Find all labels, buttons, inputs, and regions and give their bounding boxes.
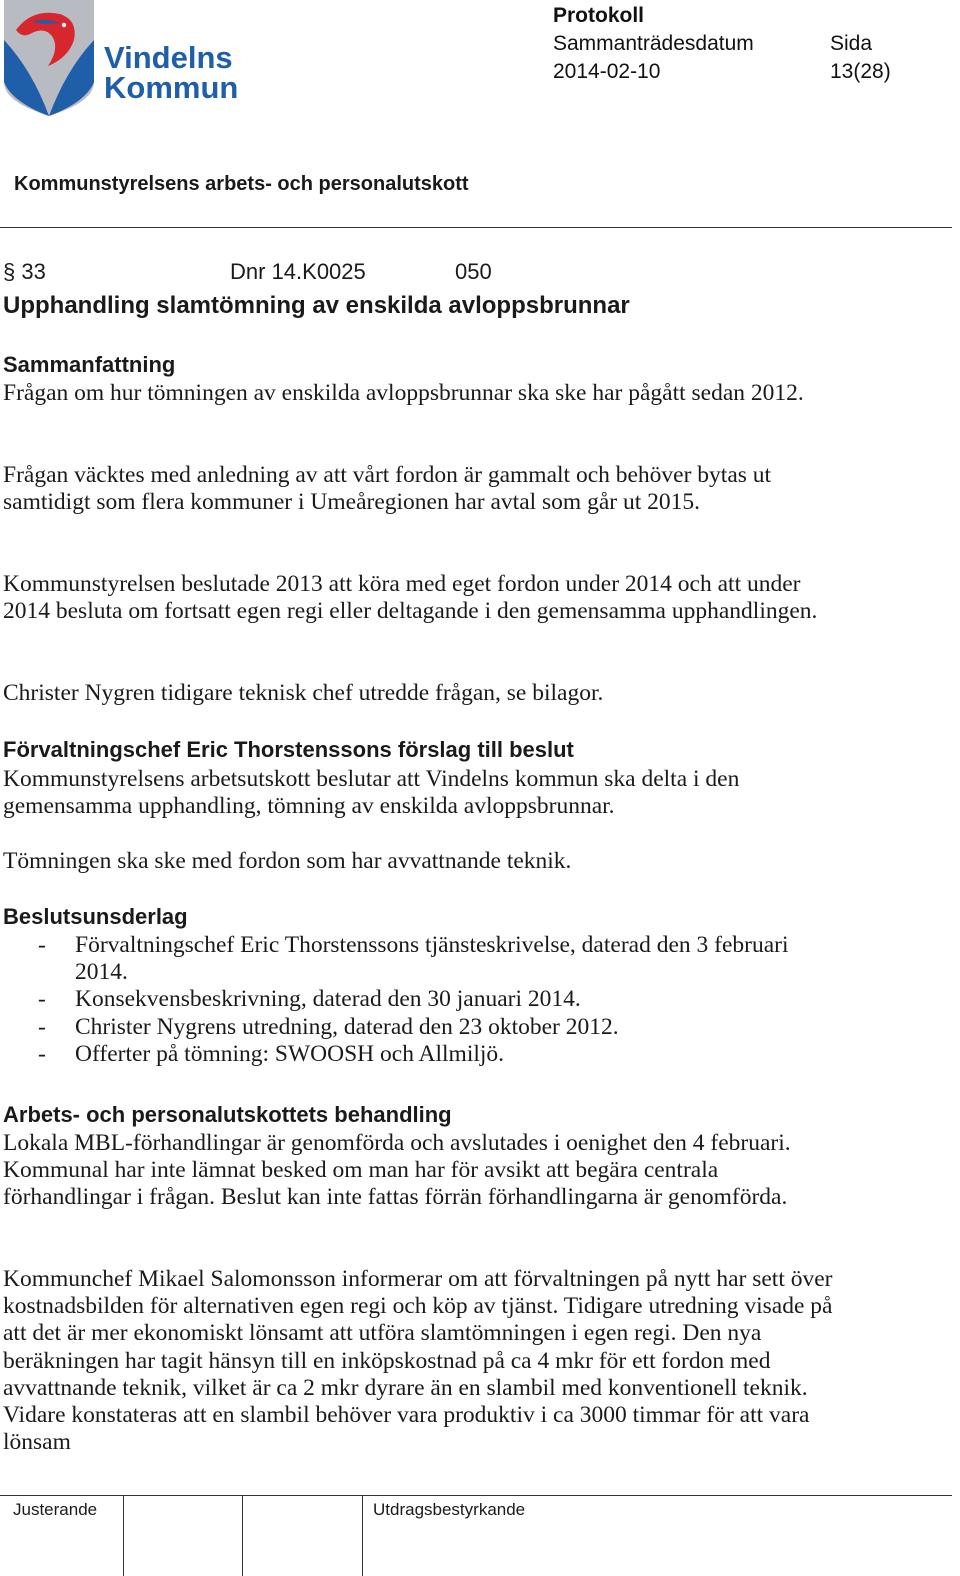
header-divider [0, 227, 952, 228]
list-item-text: Offerter på tömning: SWOOSH och Allmiljö. [75, 1040, 505, 1067]
list-item [0, 1014, 820, 1041]
page-number: 13(28) [830, 60, 891, 83]
footer-justerande-label: Justerande [13, 1500, 98, 1519]
basis-heading: Beslutsunsderlag [3, 904, 188, 929]
proposal-heading: Förvaltningschef Eric Thorstenssons förslag till beslut [3, 737, 574, 762]
basis-list [0, 932, 820, 1068]
proposal-paragraph-1: Kommunstyrelsens arbetsutskott beslutar att Vindelns kommun ska delta i den gemensamma upphandling, tömning av enskilda avloppsbrunnar. [3, 766, 740, 820]
footer-column-divider [123, 1495, 124, 1576]
list-bullet: - [38, 932, 46, 958]
diary-number: Dnr 14.K0025 [230, 259, 366, 284]
proposal-paragraph-2: Tömningen ska ske med fordon som har avvattnande teknik. [3, 848, 572, 874]
summary-paragraph-3: Kommunstyrelsen beslutade 2013 att köra med eget fordon under 2014 och att under 2014 besluta om fortsatt egen regi eller deltagande i den gemensamma upphandlingen. [3, 571, 818, 625]
committee-name: Kommunstyrelsens arbets- och personalutskott [14, 173, 469, 195]
list-bullet: - [38, 1013, 46, 1040]
list-bullet: - [38, 1040, 46, 1067]
vindelns-kommun-logo [2, 0, 242, 118]
list-item [0, 932, 820, 986]
handling-heading: Arbets- och personalutskottets behandling [3, 1102, 452, 1127]
archive-code: 050 [455, 259, 492, 284]
logo-text-kommun: Kommun [104, 70, 239, 105]
page-label: Sida [830, 32, 873, 55]
paragraph-number: § 33 [3, 259, 46, 284]
list-item-text: Förvaltningschef Eric Thorstenssons tjänsteskrivelse, daterad den 3 februari 2014. [75, 932, 789, 986]
meeting-date-value: 2014-02-10 [553, 60, 661, 83]
handling-paragraph-2: Kommunchef Mikael Salomonsson informerar om att förvaltningen på nytt har sett över kostnadsbilden för alternativen egen regi och köp av tjänst. Tidigare utredning visade på att det är mer ekonomiskt lönsamt att utföra slamtömningen i egen regi. Den nya beräkningen har tagit hänsyn till en inköpskostnad på ca 4 mkr för ett fordon med avvattnande teknik, vilket är ca 2 mkr dyrare än en slambil med konventionell teknik. Vidare konstateras att en slambil behöver vara produktiv i ca 3000 timmar för att vara lönsam [3, 1266, 833, 1456]
meeting-date-label: Sammanträdesdatum [553, 32, 754, 55]
summary-paragraph-1: Frågan om hur tömningen av enskilda avloppsbrunnar ska ske har pågått sedan 2012. [3, 380, 804, 406]
footer-divider [0, 1495, 952, 1496]
logo-text-vindelns: Vindelns [104, 40, 233, 75]
footer-column-divider [242, 1495, 243, 1576]
list-item [0, 1041, 820, 1068]
list-item-text: Christer Nygrens utredning, daterad den 23 oktober 2012. [75, 1013, 619, 1040]
footer-column-divider [362, 1495, 363, 1576]
list-item-text: Konsekvensbeskrivning, daterad den 30 januari 2014. [75, 986, 581, 1013]
list-item [0, 986, 820, 1013]
list-bullet: - [38, 986, 46, 1013]
footer-utdrag-label: Utdragsbestyrkande [373, 1500, 526, 1519]
summary-paragraph-2: Frågan väcktes med anledning av att vårt fordon är gammalt och behöver bytas ut samtidigt som flera kommuner i Umeåregionen har avtal som går ut 2015. [3, 462, 772, 516]
summary-paragraph-4: Christer Nygren tidigare teknisk chef utredde frågan, se bilagor. [3, 680, 604, 706]
document-type: Protokoll [553, 4, 645, 27]
item-title: Upphandling slamtömning av enskilda avloppsbrunnar [3, 292, 630, 319]
handling-paragraph-1: Lokala MBL-förhandlingar är genomförda och avslutades i oenighet den 4 februari. Kommunal har inte lämnat besked om man har för avsikt att begära centrala förhandlingar i frågan. Beslut kan inte fattas förrän förhandlingarna är genomförda. [3, 1130, 791, 1211]
summary-heading: Sammanfattning [3, 352, 176, 377]
